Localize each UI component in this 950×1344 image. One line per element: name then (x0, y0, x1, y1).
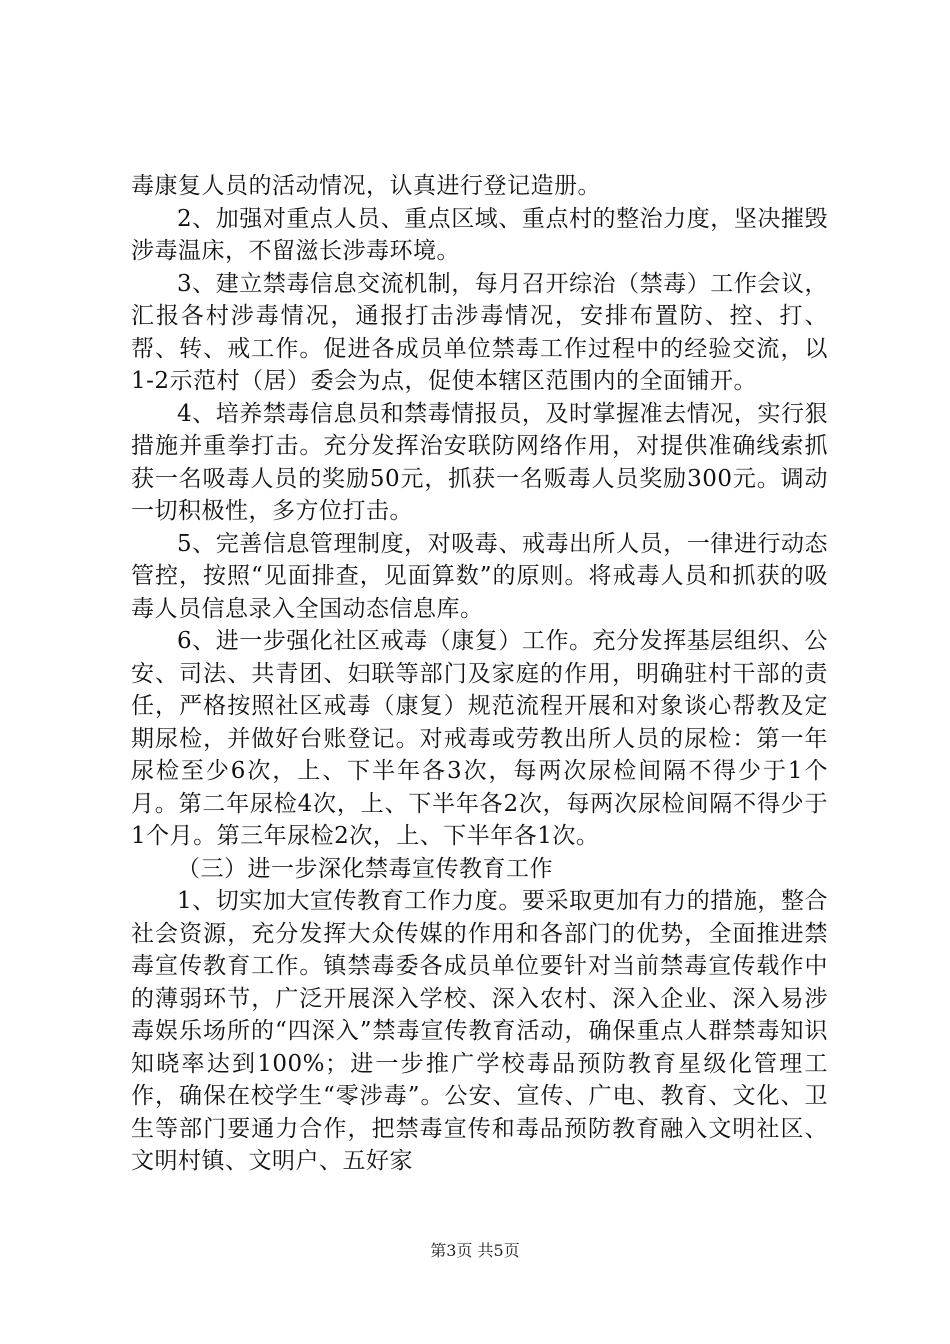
paragraph-item-4: 4、培养禁毒信息员和禁毒情报员，及时掌握准去情况，实行狠措施并重拳打击。充分发挥治安联防网络作用，对提供准确线索抓获一名吸毒人员的奖励50元，抓获一名贩毒人员奖励300元。调动一切积极性，多方位打击。 (131, 400, 828, 524)
paragraph-item-5: 5、完善信息管理制度，对吸毒、戒毒出所人员，一律进行动态管控，按照“见面排查，见面算数”的原则。将戒毒人员和抓获的吸毒人员信息录入全国动态信息库。 (131, 530, 828, 622)
document-body (131, 170, 828, 1178)
paragraph-item-6: 6、进一步强化社区戒毒（康复）工作。充分发挥基层组织、公安、司法、共青团、妇联等部门及家庭的作用，明确驻村干部的责任，严格按照社区戒毒（康复）规范流程开展和对象谈心帮教及定期尿检，并做好台账登记。对戒毒或劳教出所人员的尿检：第一年尿检至少6次，上、下半年各3次，每两次尿检间隔不得少于1个月。第二年尿检4次，上、下半年各2次，每两次尿检间隔不得少于1个月。第三年尿检2次，上、下半年各1次。 (131, 628, 828, 849)
paragraph-item-1: 1、切实加大宣传教育工作力度。要采取更加有力的措施，整合社会资源，充分发挥大众传媒的作用和各部门的优势，全面推进禁毒宣传教育工作。镇禁毒委各成员单位要针对当前禁毒宣传载作中的薄弱环节，广泛开展深入学校、深入农村、深入企业、深入易涉毒娱乐场所的“四深入”禁毒宣传教育活动，确保重点人群禁毒知识知晓率达到100%；进一步推广学校毒品预防教育星级化管理工作，确保在校学生“零涉毒”。公安、宣传、广电、教育、文化、卫生等部门要通力合作，把禁毒宣传和毒品预防教育融入文明社区、文明村镇、文明户、五好家 (131, 888, 828, 1174)
paragraph-item-3: 3、建立禁毒信息交流机制，每月召开综治（禁毒）工作会议，汇报各村涉毒情况，通报打击涉毒情况，安排布置防、控、打、帮、转、戒工作。促进各成员单位禁毒工作过程中的经验交流，以1-2示范村（居）委会为点，促使本辖区范围内的全面铺开。 (131, 270, 828, 394)
page-number: 第3页 共5页 (430, 1241, 520, 1260)
paragraph-item-2: 2、加强对重点人员、重点区域、重点村的整治力度，坚决摧毁涉毒温床，不留滋长涉毒环境。 (131, 205, 828, 264)
section-heading: （三）进一步深化禁毒宣传教育工作 (177, 855, 553, 882)
paragraph-continuation: 毒康复人员的活动情况，认真进行登记造册。 (131, 173, 601, 199)
